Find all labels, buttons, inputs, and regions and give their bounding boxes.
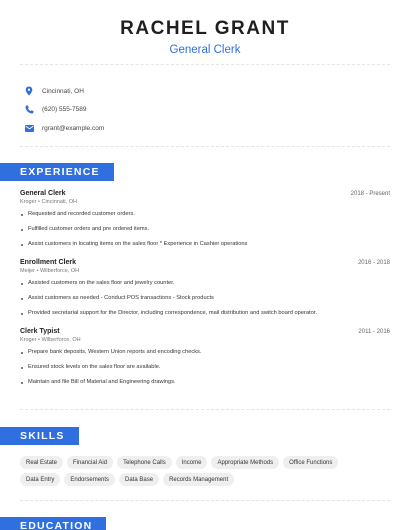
list-item: Assist customers in locating items on the sales floor * Experience in Cashier operations xyxy=(20,241,390,248)
list-item: Assist customers as needed - Conduct POS transactions - Stock products xyxy=(20,295,390,302)
job-bullets xyxy=(20,211,390,248)
job-meta: Kroger • Wilberforce, OH xyxy=(20,337,81,343)
phone-text: (620) 555-7589 xyxy=(42,106,87,113)
section-title-education: EDUCATION xyxy=(0,517,106,530)
experience-item xyxy=(0,328,410,386)
divider xyxy=(20,500,390,501)
skill-chip: Data Base xyxy=(119,473,159,486)
list-item: Assisted customers on the sales floor and jewelry counter. xyxy=(20,280,390,287)
job-title: General Clerk xyxy=(20,190,66,197)
skill-chip: Endorsements xyxy=(64,473,115,486)
skill-chip: Income xyxy=(176,456,208,469)
job-dates: 2011 - 2016 xyxy=(358,329,390,335)
job-title: Clerk Typist xyxy=(20,328,60,335)
skill-chip: Real Estate xyxy=(20,456,63,469)
skills-list xyxy=(0,456,370,486)
job-dates: 2018 - Present xyxy=(350,191,390,197)
job-bullets xyxy=(20,349,390,386)
list-item: Provided secretarial support for the Director, including correspondence, mail distribution and switch board operator. xyxy=(20,310,390,317)
divider xyxy=(20,146,390,147)
job-dates: 2016 - 2018 xyxy=(357,260,390,266)
list-item: Fulfilled customer orders and pre ordered items. xyxy=(20,226,390,233)
list-item: Requested and recorded customer orders. xyxy=(20,211,390,218)
envelope-icon xyxy=(24,123,34,133)
job-meta: Meijer • Wilberforce, OH xyxy=(20,268,80,274)
section-title-skills: SKILLS xyxy=(0,427,79,445)
list-item: Prepare bank deposits, Western Union reports and encoding checks. xyxy=(20,349,390,356)
job-bullets xyxy=(20,280,390,317)
map-pin-icon xyxy=(24,86,34,96)
skill-chip: Telephone Calls xyxy=(117,456,172,469)
email-text[interactable]: rgrant@example.com xyxy=(42,124,105,132)
skill-chip: Data Entry xyxy=(20,473,60,486)
skill-chip: Office Functions xyxy=(283,456,338,469)
contact-block xyxy=(0,82,410,138)
candidate-role: General Clerk xyxy=(169,44,241,56)
contact-location xyxy=(24,82,386,100)
resume-header xyxy=(0,0,410,57)
list-item: Maintain and file Bill of Material and Engineering drawings. xyxy=(20,379,390,386)
phone-icon xyxy=(24,105,34,115)
experience-list xyxy=(0,259,410,325)
skill-chip: Appropriate Methods xyxy=(211,456,279,469)
list-item: Ensured stock levels on the sales floor are available. xyxy=(20,364,390,371)
experience-item xyxy=(0,190,410,248)
job-meta: Kroger • Cincinnati, OH xyxy=(20,199,77,205)
skill-chip: Financial Aid xyxy=(67,456,113,469)
candidate-name: RACHEL GRANT xyxy=(120,18,290,39)
divider xyxy=(20,64,390,65)
section-title-experience: EXPERIENCE xyxy=(0,163,114,181)
experience-item xyxy=(0,259,410,317)
job-title: Enrollment Clerk xyxy=(20,259,77,266)
contact-phone xyxy=(24,101,386,119)
location-text: Cincinnati, OH xyxy=(42,87,84,95)
divider xyxy=(20,409,390,410)
experience-list xyxy=(0,328,410,394)
skill-chip: Records Management xyxy=(163,473,234,486)
experience-list xyxy=(0,190,410,256)
contact-email xyxy=(24,119,386,137)
